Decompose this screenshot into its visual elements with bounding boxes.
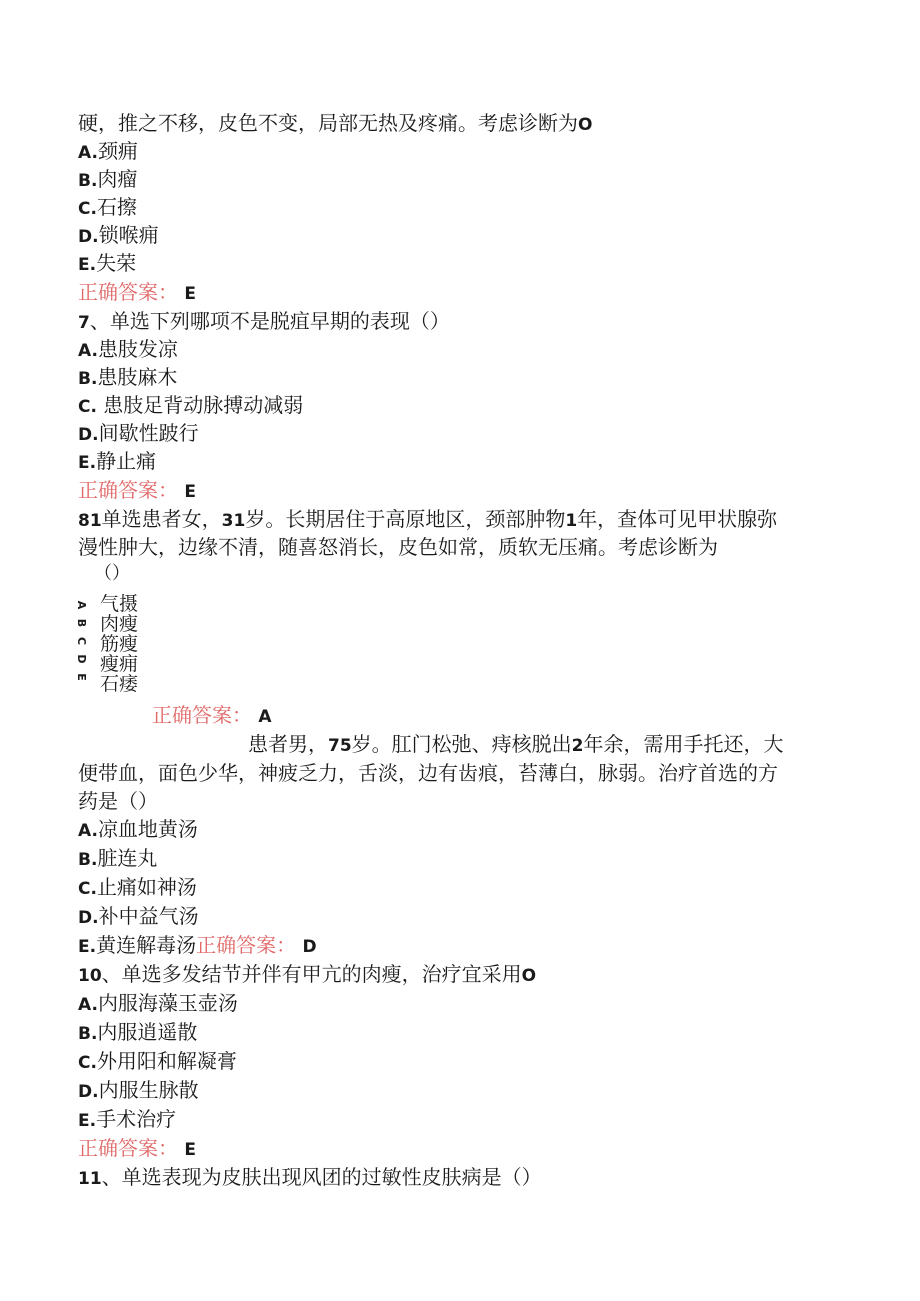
- q8-option-d: 瘦痈: [100, 653, 139, 675]
- q11-stem: 11、单选表现为皮肤出现风团的过敏性皮肤病是（）: [78, 1165, 542, 1189]
- q6-stem-text: 硬，推之不移，皮色不变，局部无热及疼痛。考虑诊断为: [78, 111, 578, 135]
- q7-answer: 正确答案： E: [78, 478, 196, 502]
- q8-option-letters: [74, 596, 88, 686]
- q10-option-c: C.外用阳和解凝膏: [78, 1049, 237, 1073]
- q7-stem: 7、单选下列哪项不是脱疽早期的表现（）: [78, 309, 450, 333]
- q8-stem-line1: 81单选患者女，31岁。长期居住于高原地区，颈部肿物1年，查体可见甲状腺弥: [78, 507, 778, 531]
- q9-option-c: C.止痛如神汤: [78, 875, 197, 899]
- q9-stem-line1: 患者男，75岁。肛门松弛、痔核脱出2年余，需用手托还，大: [248, 732, 784, 756]
- q7-option-e: E.静止痛: [78, 449, 157, 473]
- q8-option-c: 筋瘦: [100, 633, 139, 655]
- q8-option-a: 气摄: [100, 593, 139, 615]
- q10-option-b: B.内服逍遥散: [78, 1020, 198, 1044]
- q6-option-a: A.颈痈: [78, 139, 138, 163]
- q8-answer-value: A: [258, 707, 272, 727]
- q8-letter-b: B: [75, 618, 88, 628]
- q6-option-c: C.石擦: [78, 195, 137, 219]
- q8-letter-a: A: [75, 600, 88, 610]
- q7-option-c: C. 患肢足背动脉搏动减弱: [78, 393, 304, 417]
- q9-option-d: D.补中益气汤: [78, 904, 199, 928]
- q10-stem: 10、单选多发结节并伴有甲亢的肉瘦，治疗宜采用O: [78, 962, 537, 986]
- q8-option-b: 肉瘦: [100, 613, 139, 635]
- q6-stem: [78, 110, 592, 138]
- q7-option-d: D.间歇性跛行: [78, 421, 199, 445]
- q7-option-a: A.患肢发凉: [78, 337, 178, 361]
- q8-answer: 正确答案： A: [152, 703, 272, 727]
- q8-letter-e: E: [75, 673, 88, 681]
- q6-option-b: B.肉瘤: [78, 167, 138, 191]
- q8-letter-d: D: [75, 654, 88, 664]
- q6-answer-value: E: [184, 284, 196, 304]
- q6-stem-mark: O: [578, 115, 593, 135]
- q8-option-e: 石痿: [100, 673, 139, 695]
- q10-option-d: D.内服生脉散: [78, 1078, 199, 1102]
- q9-option-e: E.黄连解毒汤正确答案： D: [78, 933, 317, 957]
- q10-option-e: E.手术治疗: [78, 1107, 177, 1131]
- q7-answer-value: E: [184, 482, 196, 502]
- q10-option-a: A.内服海藻玉壶汤: [78, 991, 238, 1015]
- q9-option-b: B.脏连丸: [78, 846, 158, 870]
- q8-stem-line3: （）: [94, 563, 130, 584]
- q8-letter-c: C: [75, 636, 88, 646]
- q6-option-e: E.失荣: [78, 251, 137, 275]
- q10-answer: 正确答案： E: [78, 1136, 196, 1160]
- q9-stem-line3: 药是（）: [78, 789, 158, 813]
- q9-option-a: A.凉血地黄汤: [78, 817, 198, 841]
- q7-option-b: B.患肢麻木: [78, 365, 178, 389]
- q9-answer: 正确答案： D: [196, 933, 317, 957]
- q10-answer-value: E: [184, 1140, 196, 1160]
- q6-option-d: D.锁喉痈: [78, 223, 159, 247]
- q8-stem-line2: 漫性肿大，边缘不清，随喜怒消长，皮色如常，质软无压痛。考虑诊断为: [78, 535, 718, 559]
- q9-answer-value: D: [302, 937, 317, 957]
- q6-answer: 正确答案： E: [78, 280, 196, 304]
- q9-stem-line2: 便带血，面色少华，神疲乏力，舌淡，边有齿痕，苔薄白，脉弱。治疗首选的方: [78, 761, 778, 785]
